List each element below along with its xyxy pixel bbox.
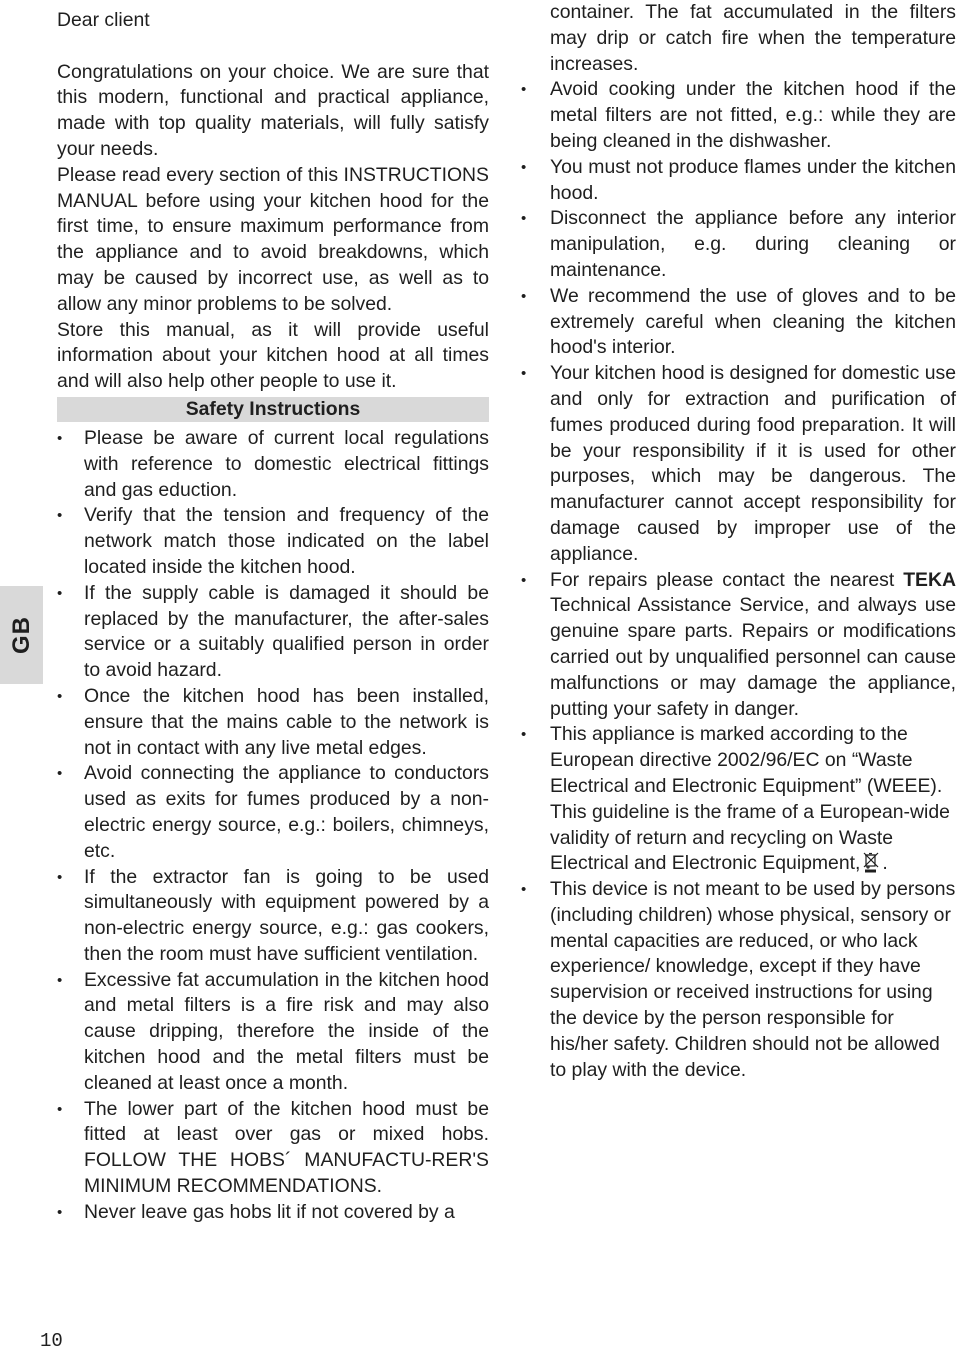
repairs-text-after: Technical Assistance Service, and always use genuine spare parts. Repairs or modifications carried out by unqualified personnel can cause malfunctions or may damage the appliance, putting your safety in danger.: [550, 594, 956, 720]
list-item: • This device is not meant to be used by persons (including children) whose physical, sensory or mental capacities are reduced, or who lack experience/ knowledge, except if they have supervision or received instructions for using the device by the person responsible for his/her safety. Children should not be allowed to play with the device.: [550, 877, 956, 1083]
read-manual-paragraph: Please read every section of this INSTRUCTIONS MANUAL before using your kitchen hood for the first time, to ensure maximum performance from the appliance and to avoid breakdowns, which may be caused by incorrect use, as well as to allow any minor problems to be solved.: [57, 163, 489, 315]
right-column: [550, 0, 956, 1083]
weee-text: This appliance is marked according to the European directive 2002/96/EC on “Waste Electrical and Electronic Equipment” (WEEE). This guideline is the frame of a European-wide validity of return and recycling on Waste Electrical and Electronic Equipment,: [550, 723, 950, 875]
list-item: • Never leave gas hobs lit if not covered by a: [57, 1200, 489, 1226]
list-item-weee: [550, 722, 956, 877]
crossed-out-wheelie-bin-icon: [862, 851, 880, 873]
list-item: • If the supply cable is damaged it should be replaced by the manufacturer, the after-sales service or a suitably qualified person in order to avoid hazard.: [57, 581, 489, 684]
list-item: • Excessive fat accumulation in the kitchen hood and metal filters is a fire risk and may also cause dripping, therefore the inside of the kitchen hood and the metal filters must be cleaned at least once a month.: [57, 968, 489, 1097]
list-item: • Please be aware of current local regulations with reference to domestic electrical fittings and gas eduction.: [57, 426, 489, 503]
intro-paragraph: Congratulations on your choice. We are sure that this modern, functional and practical appliance, made with top quality materials, will fully satisfy your needs.: [57, 60, 489, 160]
greeting: Dear client: [57, 9, 150, 31]
page-number: 10: [40, 1330, 63, 1352]
store-manual-paragraph: Store this manual, as it will provide useful information about your kitchen hood at all times and will also help other people to use it.: [57, 318, 489, 393]
language-tab: [0, 586, 43, 684]
weee-end: .: [882, 852, 888, 875]
repairs-text-before: For repairs please contact the nearest: [550, 568, 904, 591]
list-item: • Your kitchen hood is designed for domestic use and only for extraction and purification of fumes produced during food preparation. It will be your responsibility if it is used for other purposes, which may be dangerous. The manufacturer cannot accept responsibility for damage caused by improper use of the appliance.: [550, 361, 956, 567]
list-item: • Avoid cooking under the kitchen hood if the metal filters are not fitted, e.g.: while they are being cleaned in the dishwasher.: [550, 77, 956, 154]
safety-list: [57, 426, 489, 1226]
list-item: • Disconnect the appliance before any interior manipulation, e.g. during cleaning or maintenance.: [550, 206, 956, 283]
list-item: • Avoid connecting the appliance to conductors used as exits for fumes produced by a non-electric energy source, e.g.: boilers, chimneys, etc.: [57, 761, 489, 864]
list-item: • The lower part of the kitchen hood must be fitted at least over gas or mixed hobs. FOLLOW THE HOBS´ MANUFACTU-RER'S MINIMUM RECOMMENDATIONS.: [57, 1097, 489, 1200]
list-item: • Verify that the tension and frequency of the network match those indicated on the label located inside the kitchen hood.: [57, 503, 489, 580]
section-heading-safety: Safety Instructions: [57, 397, 489, 422]
list-item: • Once the kitchen hood has been installed, ensure that the mains cable to the network is not in contact with any live metal edges.: [57, 684, 489, 761]
left-column: [57, 8, 489, 1226]
brand-name: TEKA: [903, 568, 956, 591]
continued-paragraph: container. The fat accumulated in the filters may drip or catch fire when the temperature increases.: [550, 1, 956, 75]
list-item-repairs: [550, 568, 956, 723]
safety-list-continued: [550, 77, 956, 1083]
list-item: • If the extractor fan is going to be used simultaneously with equipment powered by a non-electric energy source, e.g.: gas cookers, then the room must have sufficient ventilation.: [57, 865, 489, 968]
list-item: • We recommend the use of gloves and to be extremely careful when cleaning the kitchen hood's interior.: [550, 284, 956, 361]
list-item: • You must not produce flames under the kitchen hood.: [550, 155, 956, 207]
language-tab-label: GB: [7, 616, 35, 654]
